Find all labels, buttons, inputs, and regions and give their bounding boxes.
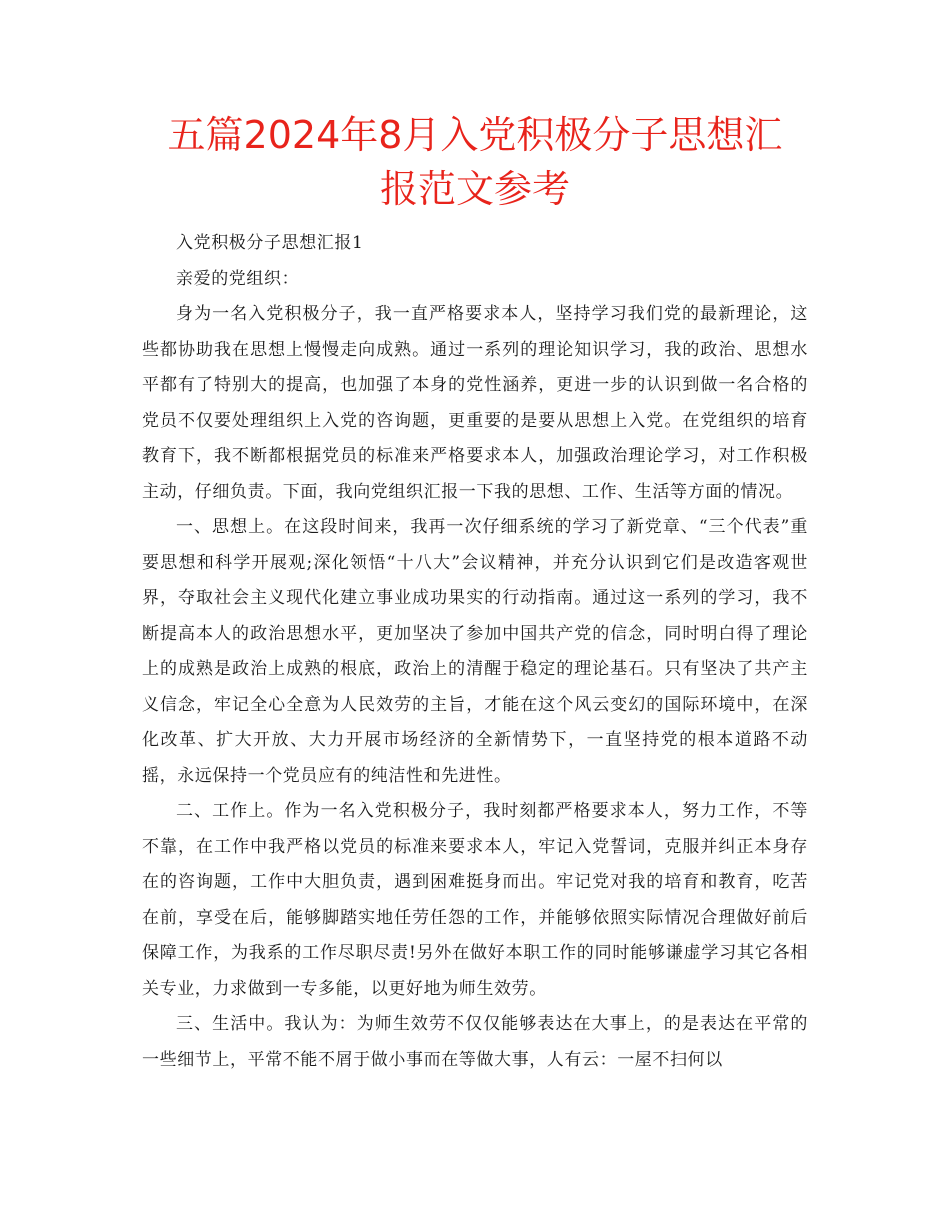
document-title: 五篇2024年8月入党积极分子思想汇报范文参考	[167, 113, 783, 211]
paragraph-salutation: 亲爱的党组织：	[176, 268, 300, 289]
paragraph-work: 二、工作上。作为一名入党积极分子，我时刻都严格要求本人，努力工作，不等不靠，在工作中我严格以党员的标准来要求本人，牢记入党誓词，克服并纠正本身存在的咨询题，工作中大胆负责，遇到困难挺身而出。牢记党对我的培育和教育，吃苦在前，享受在后，能够脚踏实地任劳任怨的工作，并能够依照实际情况合理做好前后保障工作，为我系的工作尽职尽责!另外在做好本职工作的同时能够谦虚学习其它各相关专业，力求做到一专多能，以更好地为师生效劳。	[142, 801, 808, 999]
paragraph-thought: 一、思想上。在这段时间来，我再一次仔细系统的学习了新党章、“三个代表”重要思想和科学开展观;深化领悟“十八大”会议精神，并充分认识到它们是改造客观世界，夺取社会主义现代化建立事业成功果实的行动指南。通过这一系列的学习，我不断提高本人的政治思想水平，更加坚决了参加中国共产党的信念，同时明白得了理论上的成熟是政治上成熟的根底，政治上的清醒于稳定的理论基石。只有坚决了共产主义信念，牢记全心全意为人民效劳的主旨，才能在这个风云变幻的国际环境中，在深化改革、扩大开放、大力开展市场经济的全新情势下，一直坚持党的根本道路不动摇，永远保持一个党员应有的纯洁性和先进性。	[142, 517, 808, 786]
paragraph-heading: 入党积极分子思想汇报1	[176, 233, 364, 253]
paragraph-intro: 身为一名入党积极分子，我一直严格要求本人，坚持学习我们党的最新理论，这些都协助我在思想上慢慢走向成熟。通过一系列的理论知识学习，我的政治、思想水平都有了特别大的提高，也加强了本身的党性涵养，更进一步的认识到做一名合格的党员不仅要处理组织上入党的咨询题，更重要的是要从思想上入党。在党组织的培育教育下，我不断都根据党员的标准来严格要求本人，加强政治理论学习，对工作积极主动，仔细负责。下面，我向党组织汇报一下我的思想、工作、生活等方面的情况。	[142, 304, 808, 502]
document-body	[142, 226, 808, 1078]
paragraph-life: 三、生活中。我认为：为师生效劳不仅仅能够表达在大事上，的是表达在平常的一些细节上，平常不能不屑于做小事而在等做大事，人有云：一屋不扫何以	[142, 1014, 808, 1070]
